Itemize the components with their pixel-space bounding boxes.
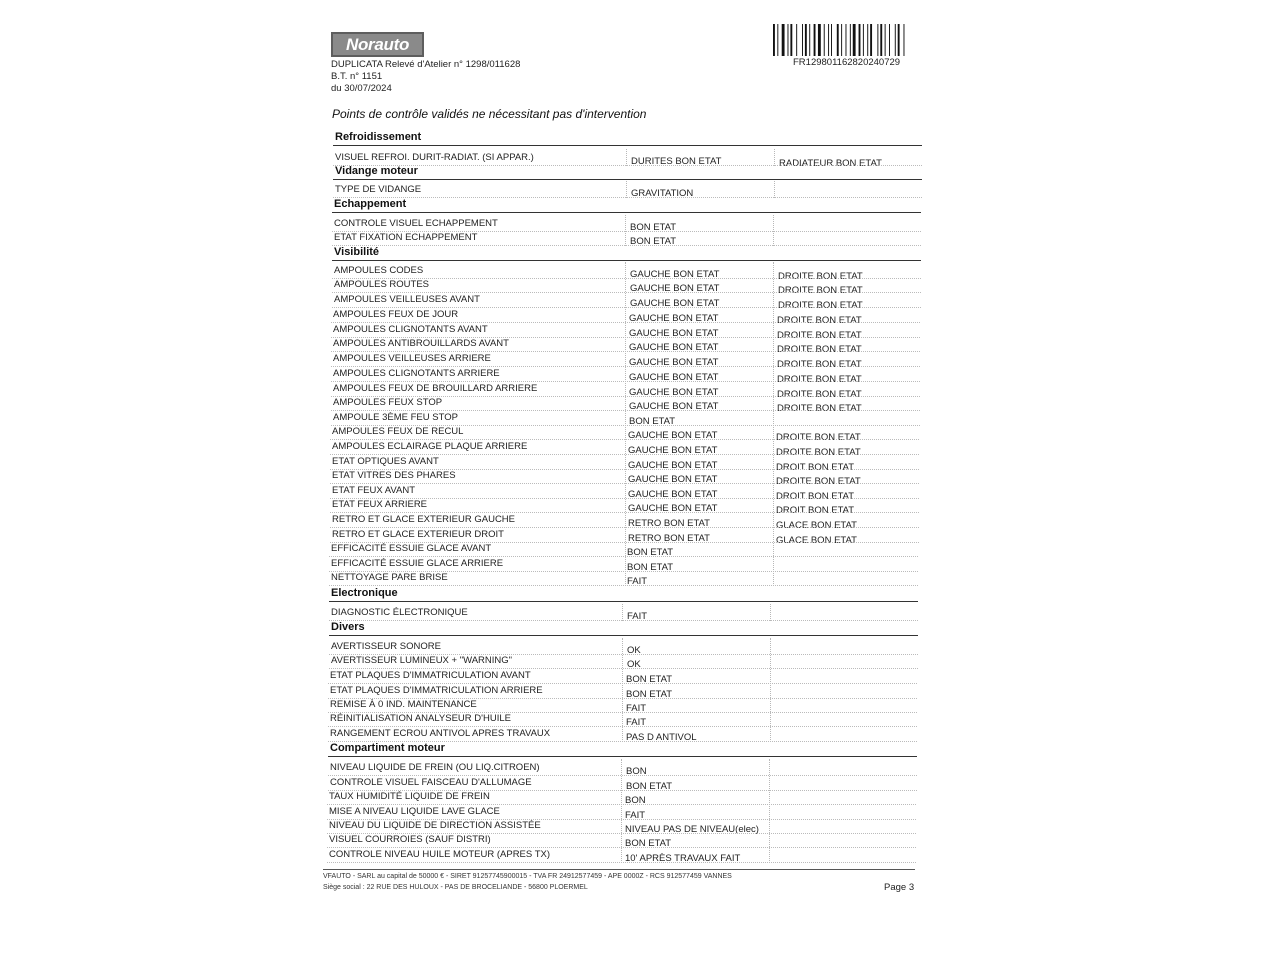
control-result-1: BON ETAT bbox=[626, 674, 673, 685]
control-result-1: BON ETAT bbox=[630, 222, 677, 233]
control-point-label: AMPOULES VEILLEUSES ARRIERE bbox=[333, 353, 491, 364]
control-result-1: GAUCHE BON ETAT bbox=[628, 474, 718, 485]
control-point-label: AMPOULES CLIGNOTANTS ARRIERE bbox=[333, 368, 500, 379]
control-result-1: BON ETAT bbox=[626, 781, 673, 792]
control-result-2: GLACE BON ETAT bbox=[776, 520, 857, 531]
control-point-label: AMPOULES FEUX DE JOUR bbox=[333, 309, 459, 320]
control-result-1: RETRO BON ETAT bbox=[628, 518, 710, 529]
control-result-2: RADIATEUR BON ETAT bbox=[779, 158, 882, 169]
control-point-label: RETRO ET GLACE EXTERIEUR GAUCHE bbox=[332, 514, 515, 525]
row-divider bbox=[328, 726, 917, 727]
control-result-1: BON ETAT bbox=[627, 562, 674, 573]
control-result-1: FAIT bbox=[625, 810, 646, 821]
control-result-1: OK bbox=[627, 645, 641, 656]
control-point-label: ETAT PLAQUES D'IMMATRICULATION ARRIERE bbox=[330, 685, 543, 696]
control-point-label: ETAT PLAQUES D'IMMATRICULATION AVANT bbox=[330, 670, 531, 681]
control-point-label: AMPOULES FEUX STOP bbox=[333, 397, 443, 408]
row-divider bbox=[332, 292, 921, 293]
control-result-1: GAUCHE BON ETAT bbox=[630, 269, 720, 280]
control-point-label: AMPOULES FEUX DE RECUL bbox=[332, 426, 464, 437]
control-point-label: CONTROLE VISUEL FAISCEAU D'ALLUMAGE bbox=[330, 777, 532, 788]
column-separator bbox=[773, 262, 774, 586]
control-result-2: DROITE BON ETAT bbox=[777, 359, 862, 370]
control-result-2: DROITE BON ETAT bbox=[778, 285, 863, 296]
section-rule bbox=[332, 260, 921, 261]
row-divider bbox=[331, 322, 920, 323]
control-result-1: GAUCHE BON ETAT bbox=[629, 313, 719, 324]
control-point-label: MISE A NIVEAU LIQUIDE LAVE GLACE bbox=[329, 806, 500, 817]
control-result-2: DROITE BON ETAT bbox=[777, 330, 862, 341]
section-rule bbox=[333, 145, 922, 146]
control-point-label: AMPOULES ECLAIRAGE PLAQUE ARRIERE bbox=[332, 441, 528, 452]
control-point-label: CONTROLE NIVEAU HUILE MOTEUR (APRES TX) bbox=[329, 849, 550, 860]
control-result-2: DROIT BON ETAT bbox=[776, 462, 855, 473]
control-point-label: DIAGNOSTIC ÉLECTRONIQUE bbox=[331, 607, 468, 618]
control-point-label: ETAT OPTIQUES AVANT bbox=[332, 456, 439, 467]
control-result-2: DROITE BON ETAT bbox=[777, 344, 862, 355]
control-point-label: NIVEAU DU LIQUIDE DE DIRECTION ASSISTÉE bbox=[329, 820, 541, 831]
control-result-2: DROITE BON ETAT bbox=[777, 315, 862, 326]
control-result-1: BON bbox=[625, 795, 646, 806]
control-point-label: AMPOULES ANTIBROUILLARDS AVANT bbox=[333, 338, 509, 349]
control-result-1: GAUCHE BON ETAT bbox=[630, 283, 720, 294]
control-result-2: DROITE BON ETAT bbox=[776, 476, 861, 487]
column-separator bbox=[622, 604, 623, 621]
control-point-label: AMPOULE 3ÈME FEU STOP bbox=[333, 412, 458, 423]
row-divider bbox=[333, 197, 922, 198]
section-title: Divers bbox=[331, 621, 365, 633]
control-point-label: EFFICACITÉ ESSUIE GLACE ARRIERE bbox=[331, 558, 504, 569]
control-result-1: GRAVITATION bbox=[631, 188, 694, 199]
barcode bbox=[773, 24, 917, 56]
row-divider bbox=[331, 381, 920, 382]
column-separator bbox=[626, 181, 627, 198]
barcode-text: FR1298011628202407​29 bbox=[793, 57, 901, 68]
control-result-1: GAUCHE BON ETAT bbox=[630, 298, 720, 309]
row-divider bbox=[330, 527, 919, 528]
control-result-1: BON ETAT bbox=[630, 236, 677, 247]
control-result-1: GAUCHE BON ETAT bbox=[628, 430, 718, 441]
column-separator bbox=[625, 262, 626, 586]
control-point-label: AVERTISSEUR LUMINEUX + "WARNING" bbox=[331, 655, 513, 666]
control-point-label: TAUX HUMIDITÉ LIQUIDE DE FREIN bbox=[329, 791, 490, 802]
control-point-label: ETAT FIXATION ECHAPPEMENT bbox=[334, 232, 478, 243]
control-result-2: DROITE BON ETAT bbox=[777, 389, 862, 400]
row-divider bbox=[329, 668, 918, 669]
control-result-1: FAIT bbox=[627, 576, 648, 587]
section-rule bbox=[329, 601, 918, 602]
row-divider bbox=[331, 351, 920, 352]
row-divider bbox=[331, 366, 920, 367]
row-divider bbox=[333, 165, 922, 166]
control-result-1: GAUCHE BON ETAT bbox=[629, 328, 719, 339]
section-rule bbox=[329, 635, 918, 636]
section-rule bbox=[332, 212, 921, 213]
column-separator bbox=[774, 181, 775, 198]
document-title: Points de contrôle validés ne nécessitant pas d'intervention bbox=[332, 107, 647, 121]
column-separator bbox=[770, 604, 771, 621]
row-divider bbox=[327, 847, 916, 848]
row-divider bbox=[330, 483, 919, 484]
control-point-label: REMISE À 0 IND. MAINTENANCE bbox=[330, 699, 477, 710]
row-divider bbox=[330, 439, 919, 440]
bt-number: B.T. n° 1151 bbox=[331, 71, 383, 82]
section-title: Visibilité bbox=[334, 246, 380, 258]
page-number: Page 3 bbox=[884, 882, 915, 893]
control-point-label: AMPOULES ROUTES bbox=[334, 279, 430, 290]
control-point-label: CONTROLE VISUEL ECHAPPEMENT bbox=[334, 218, 498, 229]
row-divider bbox=[328, 683, 917, 684]
control-result-1: FAIT bbox=[627, 611, 648, 622]
control-point-label: AMPOULES CODES bbox=[334, 265, 424, 276]
control-point-label: TYPE DE VIDANGE bbox=[335, 184, 422, 195]
control-result-1: FAIT bbox=[626, 703, 647, 714]
control-result-1: NIVEAU PAS DE NIVEAU(elec) bbox=[625, 824, 759, 835]
control-result-1: BON ETAT bbox=[629, 416, 676, 427]
row-divider bbox=[329, 556, 918, 557]
control-result-2: DROITE BON ETAT bbox=[777, 403, 862, 414]
control-point-label: NETTOYAGE PARE BRISE bbox=[331, 572, 448, 583]
control-result-2: DROITE BON ETAT bbox=[776, 432, 861, 443]
control-point-label: ETAT VITRES DES PHARES bbox=[332, 470, 456, 481]
section-rule bbox=[333, 179, 922, 180]
control-point-label: NIVEAU LIQUIDE DE FREIN (OU LIQ.CITROEN) bbox=[330, 762, 540, 773]
control-point-label: AMPOULES FEUX DE BROUILLARD ARRIERE bbox=[333, 383, 538, 394]
column-separator bbox=[626, 149, 627, 166]
control-result-1: GAUCHE BON ETAT bbox=[629, 401, 719, 412]
control-result-1: BON ETAT bbox=[625, 838, 672, 849]
control-point-label: VISUEL REFROI. DURIT-RADIAT. (SI APPAR.) bbox=[335, 152, 534, 163]
control-result-1: BON ETAT bbox=[626, 689, 673, 700]
control-result-1: GAUCHE BON ETAT bbox=[628, 460, 718, 471]
control-result-1: DURITES BON ETAT bbox=[631, 156, 722, 167]
row-divider bbox=[331, 410, 920, 411]
section-rule bbox=[328, 756, 917, 757]
section-title: Compartiment moteur bbox=[330, 742, 445, 754]
control-result-1: GAUCHE BON ETAT bbox=[629, 372, 719, 383]
row-divider bbox=[330, 454, 919, 455]
control-result-2: DROIT BON ETAT bbox=[776, 505, 855, 516]
footer-address: Siège social : 22 RUE DES HULOUX - PAS DE BROCELIANDE - 56800 PLOERMEL bbox=[323, 884, 588, 891]
control-result-1: RETRO BON ETAT bbox=[628, 533, 710, 544]
section-title: Refroidissement bbox=[335, 131, 422, 143]
control-point-label: RANGEMENT ECROU ANTIVOL APRES TRAVAUX bbox=[330, 728, 551, 739]
footer-rule bbox=[323, 869, 915, 870]
control-point-label: ETAT FEUX ARRIERE bbox=[332, 499, 428, 510]
control-result-2: DROITE BON ETAT bbox=[776, 447, 861, 458]
control-result-2: DROITE BON ETAT bbox=[778, 271, 863, 282]
row-divider bbox=[330, 512, 919, 513]
row-divider bbox=[328, 775, 917, 776]
column-separator bbox=[774, 149, 775, 166]
control-result-1: GAUCHE BON ETAT bbox=[628, 489, 718, 500]
control-point-label: VISUEL COURROIES (SAUF DISTRI) bbox=[329, 834, 491, 845]
control-result-1: FAIT bbox=[626, 717, 647, 728]
control-result-1: GAUCHE BON ETAT bbox=[628, 445, 718, 456]
control-result-1: GAUCHE BON ETAT bbox=[629, 387, 719, 398]
row-divider bbox=[329, 620, 918, 621]
control-result-1: BON bbox=[626, 766, 647, 777]
control-point-label: RÉINITIALISATION ANALYSEUR D'HUILE bbox=[330, 713, 511, 724]
control-result-1: BON ETAT bbox=[627, 547, 674, 558]
control-result-2: DROITE BON ETAT bbox=[778, 300, 863, 311]
control-result-2: GLACE BON ETAT bbox=[776, 535, 857, 546]
section-title: Electronique bbox=[331, 587, 398, 599]
control-result-2: DROITE BON ETAT bbox=[777, 374, 862, 385]
footer-company: VFAUTO - SARL au capital de 50000 € - SIRET 91257745900015 - TVA FR 24912577459 - APE 0000Z - RCS 912577459 VANNES bbox=[323, 873, 732, 880]
control-result-1: GAUCHE BON ETAT bbox=[629, 357, 719, 368]
row-divider bbox=[327, 804, 916, 805]
row-divider bbox=[327, 862, 916, 863]
document-date: du 30/07/2024 bbox=[331, 83, 392, 94]
control-point-label: AMPOULES VEILLEUSES AVANT bbox=[334, 294, 480, 305]
control-result-1: PAS D ANTIVOL bbox=[626, 732, 697, 743]
control-result-1: GAUCHE BON ETAT bbox=[629, 342, 719, 353]
row-divider bbox=[332, 307, 921, 308]
control-point-label: RETRO ET GLACE EXTERIEUR DROIT bbox=[332, 529, 504, 540]
control-result-1: OK bbox=[627, 659, 641, 670]
control-point-label: AVERTISSEUR SONORE bbox=[331, 641, 441, 652]
row-divider bbox=[332, 245, 921, 246]
section-title: Echappement bbox=[334, 198, 407, 210]
section-title: Vidange moteur bbox=[335, 165, 418, 177]
row-divider bbox=[329, 585, 918, 586]
control-point-label: EFFICACITÉ ESSUIE GLACE AVANT bbox=[331, 543, 492, 554]
duplicata-line: DUPLICATA Relevé d'Atelier n° 1298/011628 bbox=[331, 59, 521, 70]
control-point-label: ETAT FEUX AVANT bbox=[332, 485, 416, 496]
control-point-label: AMPOULES CLIGNOTANTS AVANT bbox=[333, 324, 488, 335]
norauto-logo: Norauto bbox=[331, 32, 424, 57]
control-result-1: GAUCHE BON ETAT bbox=[628, 503, 718, 514]
control-result-1: 10' APRÈS TRAVAUX FAIT bbox=[625, 853, 741, 864]
control-result-2: DROIT BON ETAT bbox=[776, 491, 855, 502]
